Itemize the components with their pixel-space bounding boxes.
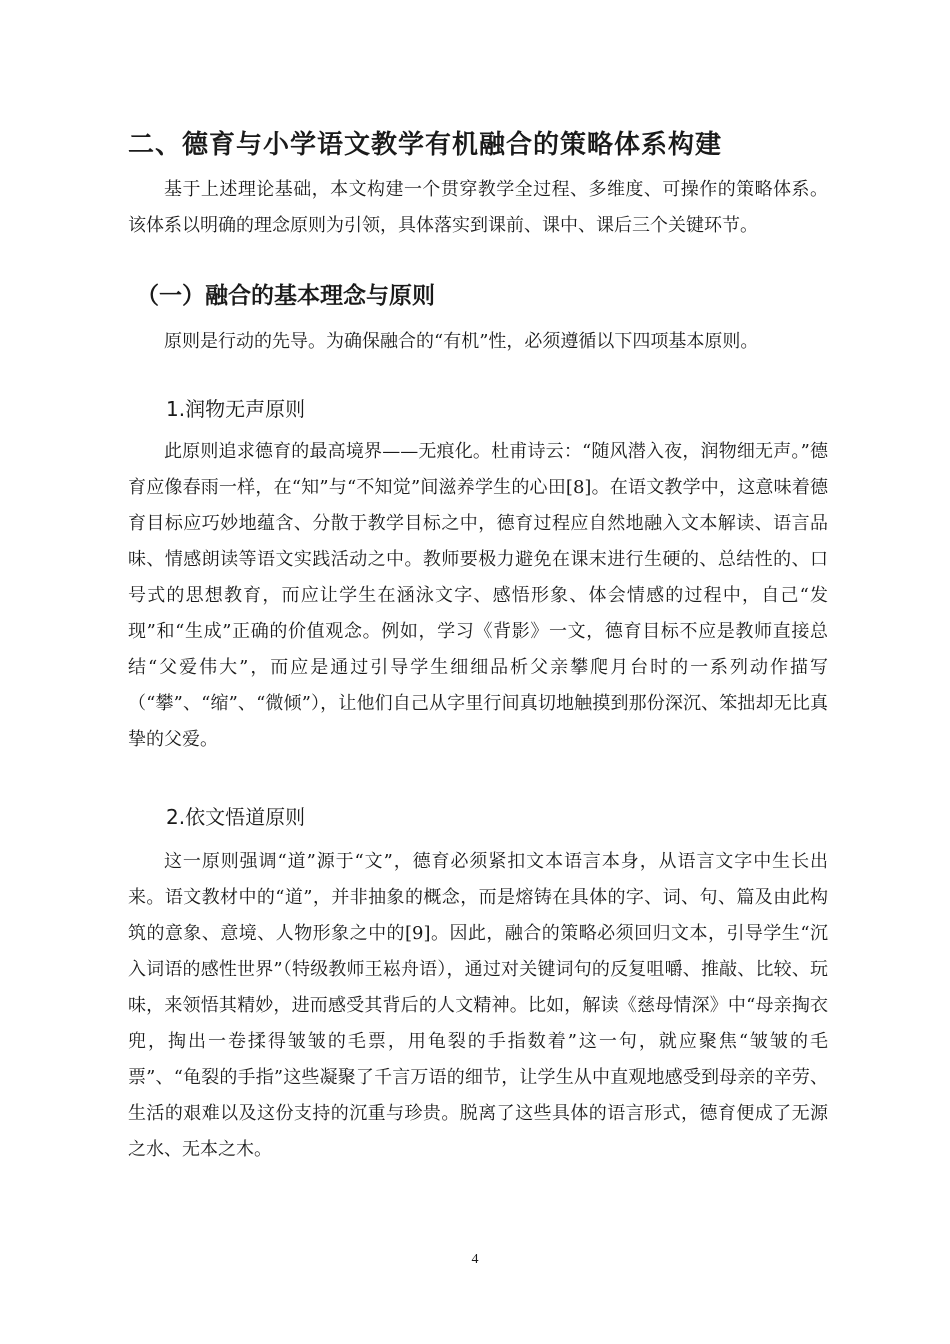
principle-body-2: 这一原则强调“道”源于“文”，德育必须紧扣文本语言本身，从语言文字中生长出来。语文教材中的“道”，并非抽象的概念，而是熔铸在具体的字、词、句、篇及由此构筑的意象、意境、人物形象之中的[9]。因此，融合的策略必须回归文本，引导学生“沉入词语的感性世界”（特级教师王崧舟语），通过对关键词句的反复咀嚼、推敲、比较、玩味，来领悟其精妙，进而感受其背后的人文精神。比如，解读《慈母情深》中“母亲掏衣兜，掏出一卷揉得皱皱的毛票，用龟裂的手指数着”这一句，就应聚焦“皱皱的毛票”、“龟裂的手指”这些凝聚了千言万语的细节，让学生从中直观地感受到母亲的辛劳、生活的艰难以及这份支持的沉重与珍贵。脱离了这些具体的语言形式，德育便成了无源之水、无本之木。 xyxy=(128,851,828,1160)
section-intro-paragraph: 基于上述理论基础，本文构建一个贯穿教学全过程、多维度、可操作的策略体系。该体系以明确的理念原则为引领，具体落实到课前、课中、课后三个关键环节。 xyxy=(128,179,828,236)
section-heading: 二、德育与小学语文教学有机融合的策略体系构建 xyxy=(128,130,723,160)
principle-heading-1: 1.润物无声原则 xyxy=(166,397,306,421)
page-number: 4 xyxy=(471,1252,479,1267)
principle-heading-2: 2.依文悟道原则 xyxy=(166,805,306,829)
subsection-intro-paragraph: 原则是行动的先导。为确保融合的“有机”性，必须遵循以下四项基本原则。 xyxy=(164,331,759,352)
principle-body-1: 此原则追求德育的最高境界——无痕化。杜甫诗云：“随风潜入夜，润物细无声。”德育应像春雨一样，在“知”与“不知觉”间滋养学生的心田[8]。在语文教学中，这意味着德育目标应巧妙地蕴含、分散于教学目标之中，德育过程应自然地融入文本解读、语言品味、情感朗读等语文实践活动之中。教师要极力避免在课末进行生硬的、总结性的、口号式的思想教育，而应让学生在涵泳文字、感悟形象、体会情感的过程中，自己“发现”和“生成”正确的价值观念。例如，学习《背影》一文，德育目标不应是教师直接总结“父爱伟大”，而应是通过引导学生细细品析父亲攀爬月台时的一系列动作描写（“攀”、“缩”、“微倾”），让他们自己从字里行间真切地触摸到那份深沉、笨拙却无比真挚的父爱。 xyxy=(128,441,828,750)
subsection-heading: （一）融合的基本理念与原则 xyxy=(136,283,435,309)
